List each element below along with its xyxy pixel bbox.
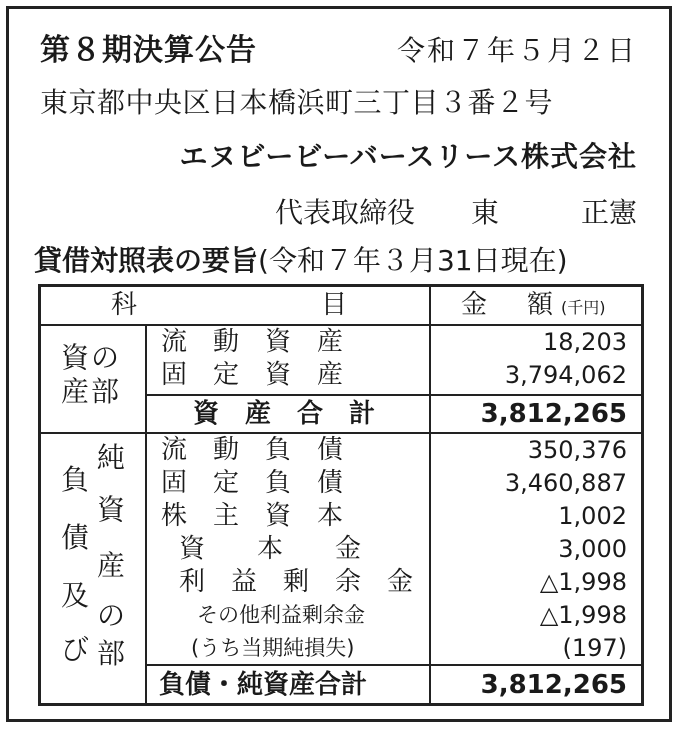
liab-row-amount: △1,998 xyxy=(539,601,627,629)
asset-row-amount: 18,203 xyxy=(543,328,627,356)
rep-last-name: 東 xyxy=(470,196,499,229)
liab-total-label: 負債・純資産合計 xyxy=(159,670,368,700)
balance-sheet-title xyxy=(34,244,568,278)
liab-row-amount: 1,002 xyxy=(558,502,627,530)
asset-row-amount: 3,794,062 xyxy=(504,361,627,389)
asset-row-label: 固 定 資 産 xyxy=(161,360,344,390)
notice-title: 第８期決算公告 xyxy=(40,33,257,68)
header-kin: 金 xyxy=(461,290,488,320)
liab-label-char: 債 xyxy=(61,521,90,554)
liab-label-char: 産 xyxy=(97,549,126,582)
liab-row-label: (うち当期純損失) xyxy=(191,636,355,660)
asset-total-label: 資 産 合 計 xyxy=(193,399,376,429)
notice-date: 令和７年５月２日 xyxy=(396,34,637,67)
header-moku: 目 xyxy=(321,290,348,320)
liab-label-char: 負 xyxy=(61,463,90,496)
header-ka: 科 xyxy=(111,290,138,320)
asset-total-divider xyxy=(145,394,641,396)
liab-row-amount: 3,000 xyxy=(558,535,627,563)
asset-total-amount: 3,812,265 xyxy=(480,399,627,429)
assets-section-label-1: 資の xyxy=(61,341,122,374)
liab-row-label: その他利益剰余金 xyxy=(197,603,365,627)
liab-label-char: の xyxy=(97,599,126,632)
amount-divider xyxy=(429,287,431,703)
section-label-divider xyxy=(145,326,147,703)
liab-row-amount: 3,460,887 xyxy=(504,469,627,497)
rep-title: 代表取締役 xyxy=(274,196,415,229)
liab-total-divider xyxy=(145,664,641,666)
company-name: エヌビービーバースリース株式会社 xyxy=(179,140,637,173)
assets-section-label-2: 産部 xyxy=(61,375,122,408)
balance-sheet-date: (令和７年３月31日現在) xyxy=(258,244,568,277)
liab-row-label: 流 動 負 債 xyxy=(161,435,344,465)
balance-sheet-table xyxy=(38,284,644,706)
liab-label-char: 及 xyxy=(61,579,90,612)
liab-total-amount: 3,812,265 xyxy=(480,670,627,700)
representative xyxy=(275,196,637,230)
liab-label-char: 純 xyxy=(97,441,126,474)
liab-label-char: び xyxy=(61,633,90,666)
liab-row-label: 株 主 資 本 xyxy=(161,501,344,531)
liab-row-label: 固 定 負 債 xyxy=(161,468,344,498)
balance-sheet-title-main: 貸借対照表の要旨 xyxy=(34,244,259,277)
liab-row-amount: (197) xyxy=(562,634,627,662)
liab-label-char: 部 xyxy=(97,637,126,670)
liab-row-amount: △1,998 xyxy=(539,568,627,596)
rep-first-name: 正憲 xyxy=(580,196,637,229)
assets-divider xyxy=(41,432,641,434)
liab-label-char: 資 xyxy=(97,493,126,526)
liab-row-label: 利 益 剰 余 金 xyxy=(179,567,414,597)
header-unit: (千円) xyxy=(561,298,606,317)
company-address: 東京都中央区日本橋浜町三丁目３番２号 xyxy=(40,86,554,119)
header-divider xyxy=(41,324,641,326)
liab-row-label: 資 本 金 xyxy=(179,534,362,564)
header-gaku: 額 xyxy=(527,290,554,320)
asset-row-label: 流 動 資 産 xyxy=(161,327,344,357)
liab-row-amount: 350,376 xyxy=(527,436,627,464)
